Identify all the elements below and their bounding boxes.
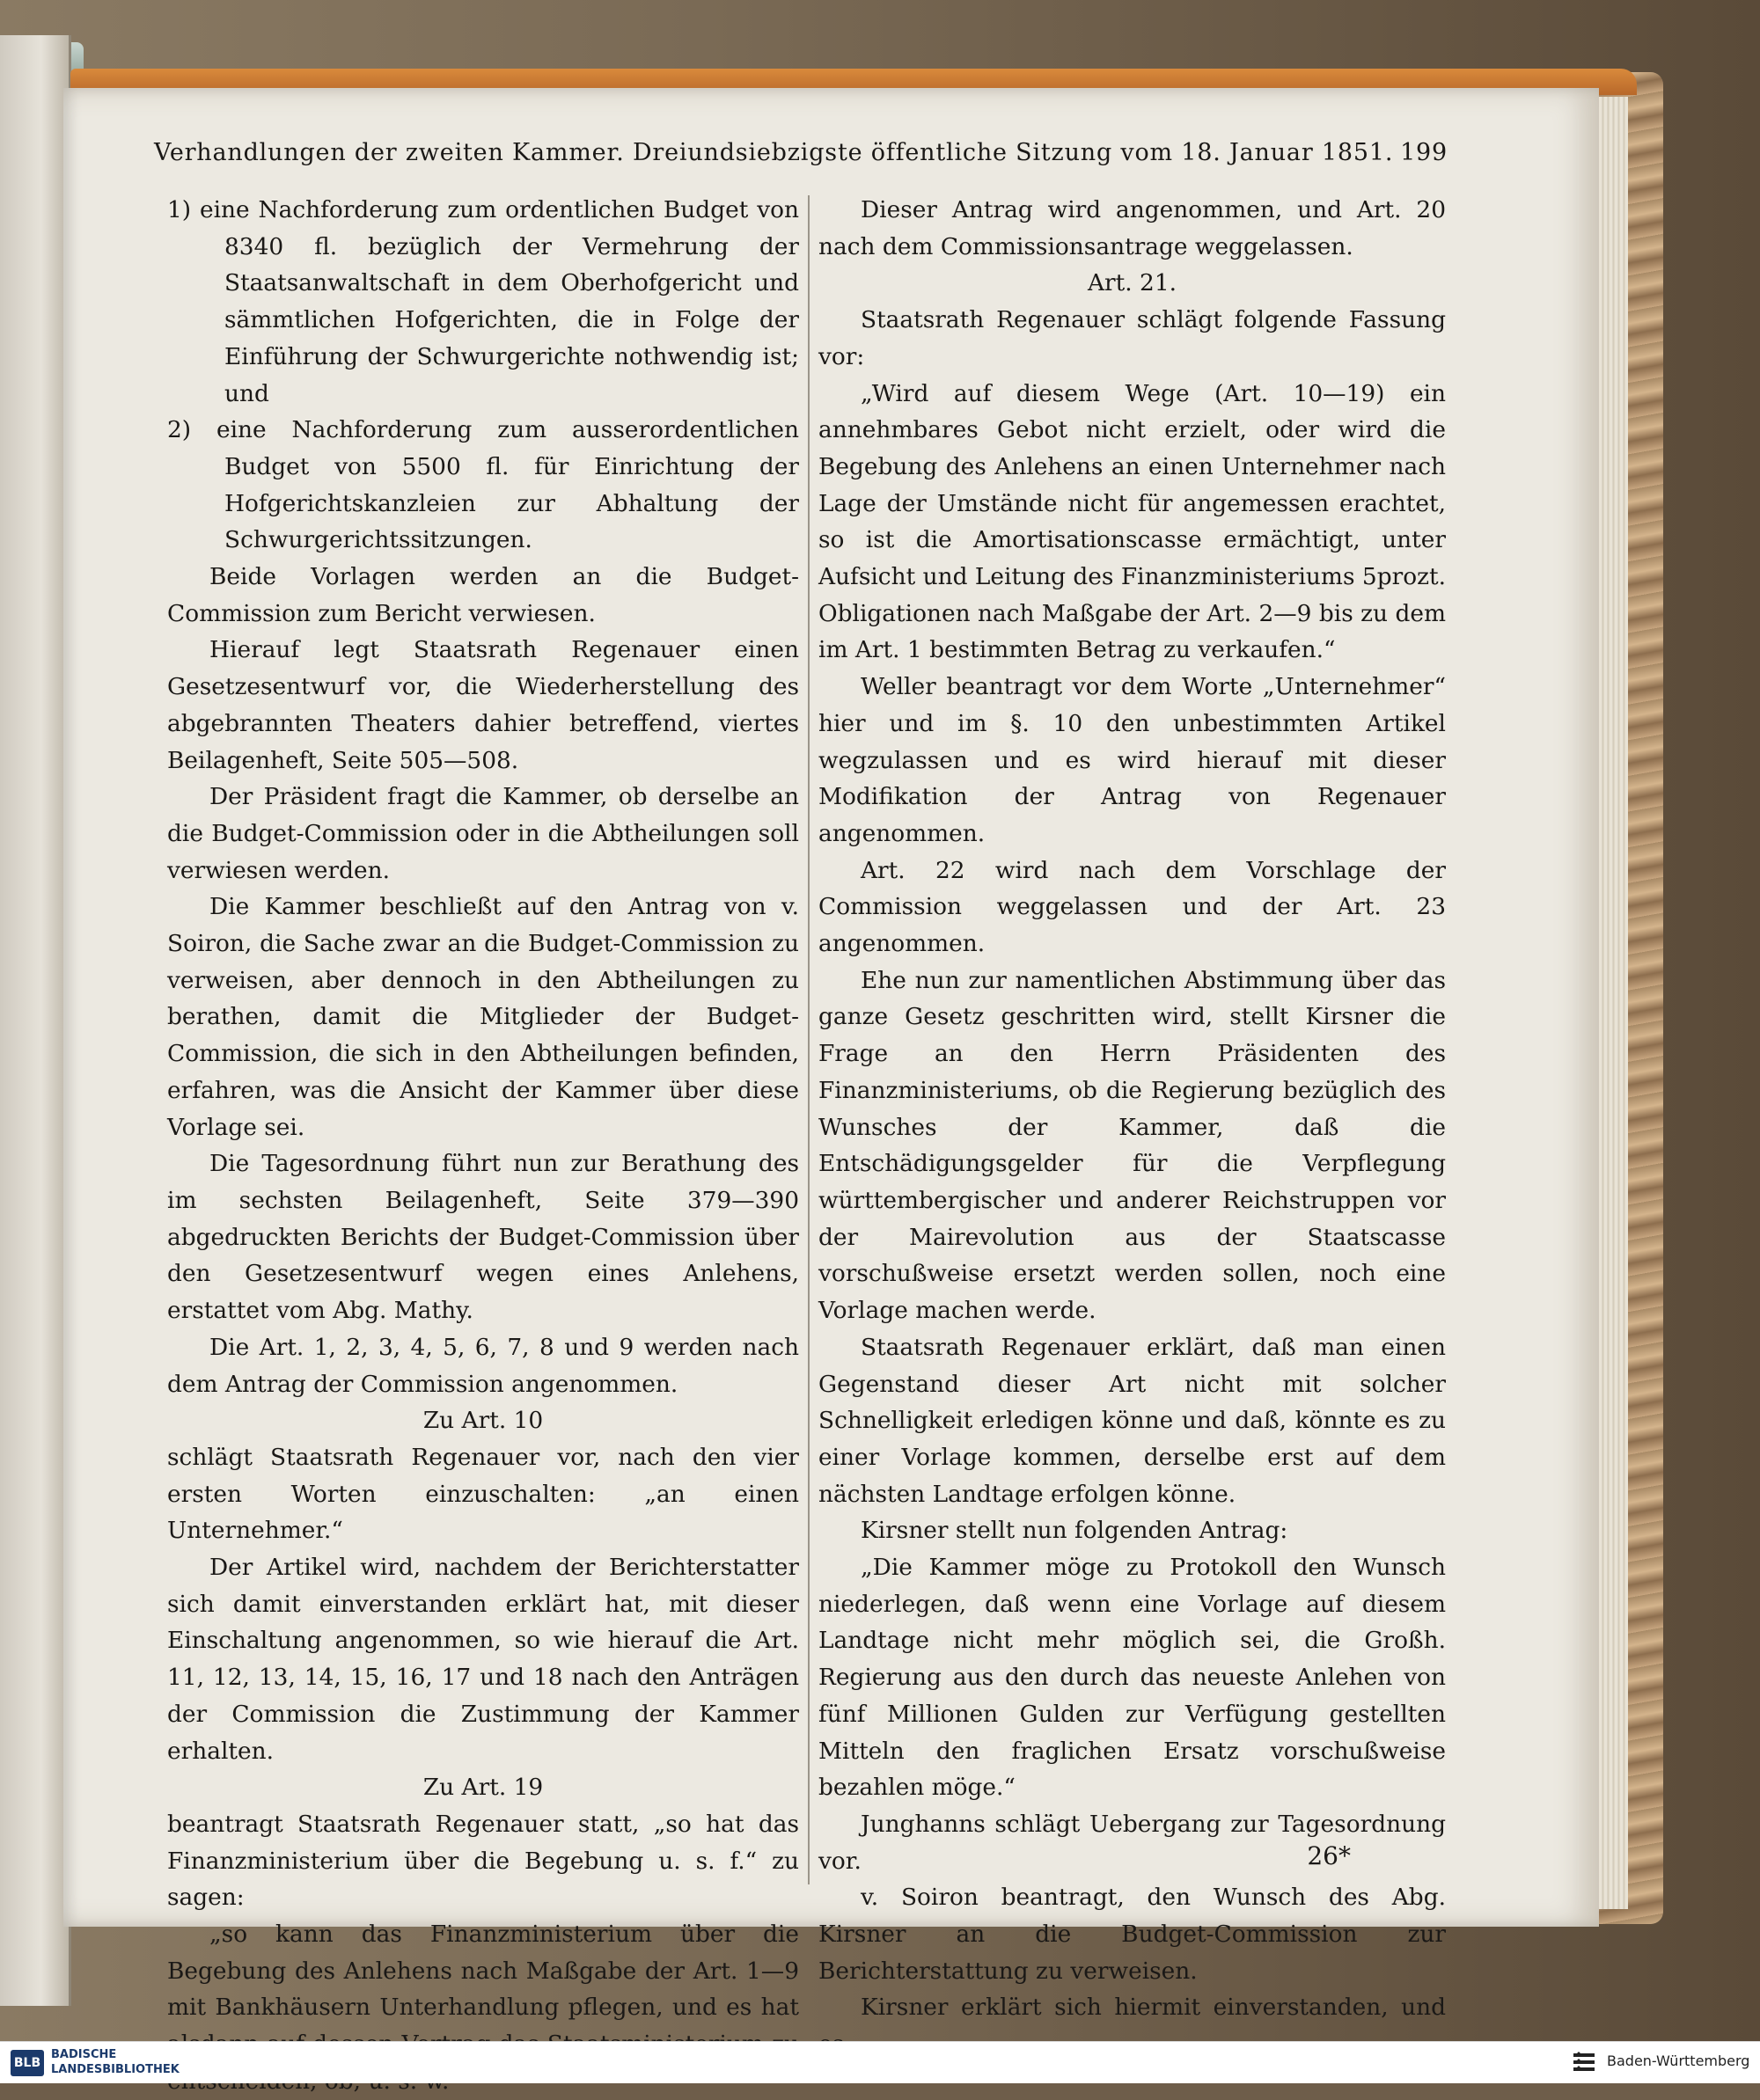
text-paragraph: Die Kammer beschließt auf den Antrag von v. Soiron, die Sache zwar an die Budget-Commission zu verweisen, aber dennoch in den Abtheilungen zu berathen, damit die Mitglieder der Budget-Commission, die sich in den Abtheilungen befinden, erfahren, was die Ansicht der Kammer über diese Vorlage sei.	[167, 893, 799, 1141]
text-paragraph: Kirsner erklärt sich hiermit einverstanden, und	[861, 1994, 1446, 2022]
text-paragraph: Die Tagesordnung führt nun zur Berathung des im sechsten Beilagenheft, Seite 379—390 abgedruckten Berichts der Budget-Commission über den Gesetzesentwurf wegen eines Anlehens, erstattet vom Abg. Mathy.	[167, 1150, 799, 1325]
blb-logo[interactable]: BLB	[11, 2050, 44, 2076]
right-text-column	[818, 192, 1446, 2022]
text-paragraph: Ehe nun zur namentlichen Abstimmung über das ganze Gesetz geschritten wird, stellt Kirsner die Frage an den Herrn Präsidenten des Finanzministeriums, ob die Regierung bezüglich des Wunsches der Kammer, daß die Entschädigungsgelder für die Verpflegung württembergischer und anderer Reichstruppen vor der Mairevolution aus der Staatscasse vorschußweise ersetzt werden sollen, noch eine Vorlage machen werde.	[818, 966, 1446, 1325]
section-heading: Zu Art. 19	[422, 1774, 544, 1802]
text-paragraph: beantragt Staatsrath Regenauer statt, „so hat das Finanzministerium über die Begebung u. s. f.“ zu sagen:	[167, 1810, 799, 1912]
section-heading: Zu Art. 10	[422, 1407, 544, 1435]
text-paragraph: Dieser Antrag wird angenommen, und Art. 20 nach dem Commissionsantrage weggelassen.	[818, 196, 1446, 260]
text-paragraph: Staatsrath Regenauer erklärt, daß man einen Gegenstand dieser Art nicht mit solcher Schnelligkeit erledigen könne und daß, könnte es zu einer Vorlage kommen, derselbe erst auf dem nächsten Landtage erfolgen könne.	[818, 1333, 1446, 1508]
section-heading: Art. 21.	[1087, 269, 1177, 297]
text-paragraph: 1) eine Nachforderung zum ordentlichen Budget von 8340 fl. bezüglich der Vermehrung der Staatsanwaltschaft in dem Oberhofgericht und sämmtlichen Hofgerichten, die in Folge der Einführung der Schwurgerichte nothwendig ist; und	[167, 196, 799, 407]
text-paragraph: Art. 22 wird nach dem Vorschlage der Commission weggelassen und der Art. 23 angenommen.	[818, 856, 1446, 958]
viewer-footer	[0, 2041, 1760, 2083]
state-brand-text[interactable]: Baden-Württemberg	[1607, 2052, 1750, 2069]
text-paragraph: Beide Vorlagen werden an die Budget-Commission zum Bericht verwiesen.	[167, 563, 799, 627]
left-text-column	[167, 192, 799, 2022]
facing-page-edge	[0, 35, 71, 2006]
header-title: Verhandlungen der zweiten Kammer. Dreiundsiebzigste öffentliche Sitzung vom 18. Januar 1851.	[154, 139, 1394, 166]
text-paragraph: Weller beantragt vor dem Worte „Unternehmer“ hier und im §. 10 den unbestimmten Artikel wegzulassen und es wird hierauf mit dieser Modifikation der Antrag von Regenauer angenommen.	[818, 673, 1446, 847]
text-paragraph: 2) eine Nachforderung zum ausserordentlichen Budget von 5500 fl. für Einrichtung der Hofgerichtskanzleien zur Abhaltung der Schwurgerichtssitzungen.	[167, 416, 799, 554]
library-name-line2: LANDESBIBLIOTHEK	[51, 2063, 180, 2076]
text-paragraph: Hierauf legt Staatsrath Regenauer einen Gesetzesentwurf vor, die Wiederherstellung des abgebrannten Theaters dahier betreffend, viertes Beilagenheft, Seite 505—508.	[167, 636, 799, 774]
text-paragraph: Kirsner stellt nun folgenden Antrag:	[861, 1517, 1288, 1545]
text-paragraph: „Wird auf diesem Wege (Art. 10—19) ein annehmbares Gebot nicht erzielt, oder wird die Begebung des Anlehens an einen Unternehmer nach Lage der Umstände nicht für angemessen erachtet, so ist die Amortisationscasse ermächtigt, unter Aufsicht und Leitung des Finanzministeriums 5prozt. Obligationen nach Maßgabe der Art. 2—9 bis zu dem im Art. 1 bestimmten Betrag zu verkaufen.“	[818, 379, 1446, 664]
text-paragraph: Der Präsident fragt die Kammer, ob derselbe an die Budget-Commission oder in die Abtheilungen soll verwiesen werden.	[167, 783, 799, 884]
text-paragraph: v. Soiron beantragt, den Wunsch des Abg. Kirsner an die Budget-Commission zur Berichterstattung zu verweisen.	[818, 1884, 1446, 1985]
text-paragraph: Junghanns schlägt Uebergang zur Tagesordnung vor.	[818, 1810, 1446, 1875]
text-paragraph: „Die Kammer möge zu Protokoll den Wunsch niederlegen, daß wenn eine Vorlage auf diesem Landtage nicht mehr möglich sei, die Großh. Regierung aus den durch das neueste Anlehen von fünf Millionen Gulden zur Verfügung gestellten Mitteln den fraglichen Ersatz vorschußweise bezahlen möge.“	[818, 1554, 1446, 1802]
library-name[interactable]	[51, 2047, 180, 2077]
page-number: 199	[1400, 139, 1448, 166]
text-paragraph: Die Art. 1, 2, 3, 4, 5, 6, 7, 8 und 9 werden nach dem Antrag der Commission angenommen.	[167, 1333, 799, 1398]
text-paragraph: Staatsrath Regenauer schlägt folgende Fassung vor:	[818, 306, 1446, 370]
text-paragraph: „so kann das Finanzministerium über die Begebung des Anlehens nach Maßgabe der Art. 1—9 mit Bankhäusern Unterhandlung pflegen, und es hat	[167, 1921, 799, 2022]
running-header	[154, 139, 1448, 174]
column-divider	[808, 195, 810, 1884]
state-emblem-icon	[1572, 2051, 1596, 2075]
signature-mark: 26*	[1307, 1841, 1351, 1870]
library-name-line1: BADISCHE	[51, 2048, 117, 2061]
text-paragraph: Der Artikel wird, nachdem der Berichterstatter sich damit einverstanden erklärt hat, mit dieser Einschaltung angenommen, so wie hierauf die Art. 11, 12, 13, 14, 15, 16, 17 und 18 nach den Anträgen der Commission die Zustimmung der Kammer erhalten.	[167, 1554, 799, 1765]
text-paragraph: schlägt Staatsrath Regenauer vor, nach den vier ersten Worten einzuschalten: „an einen Unternehmer.“	[167, 1443, 799, 1545]
